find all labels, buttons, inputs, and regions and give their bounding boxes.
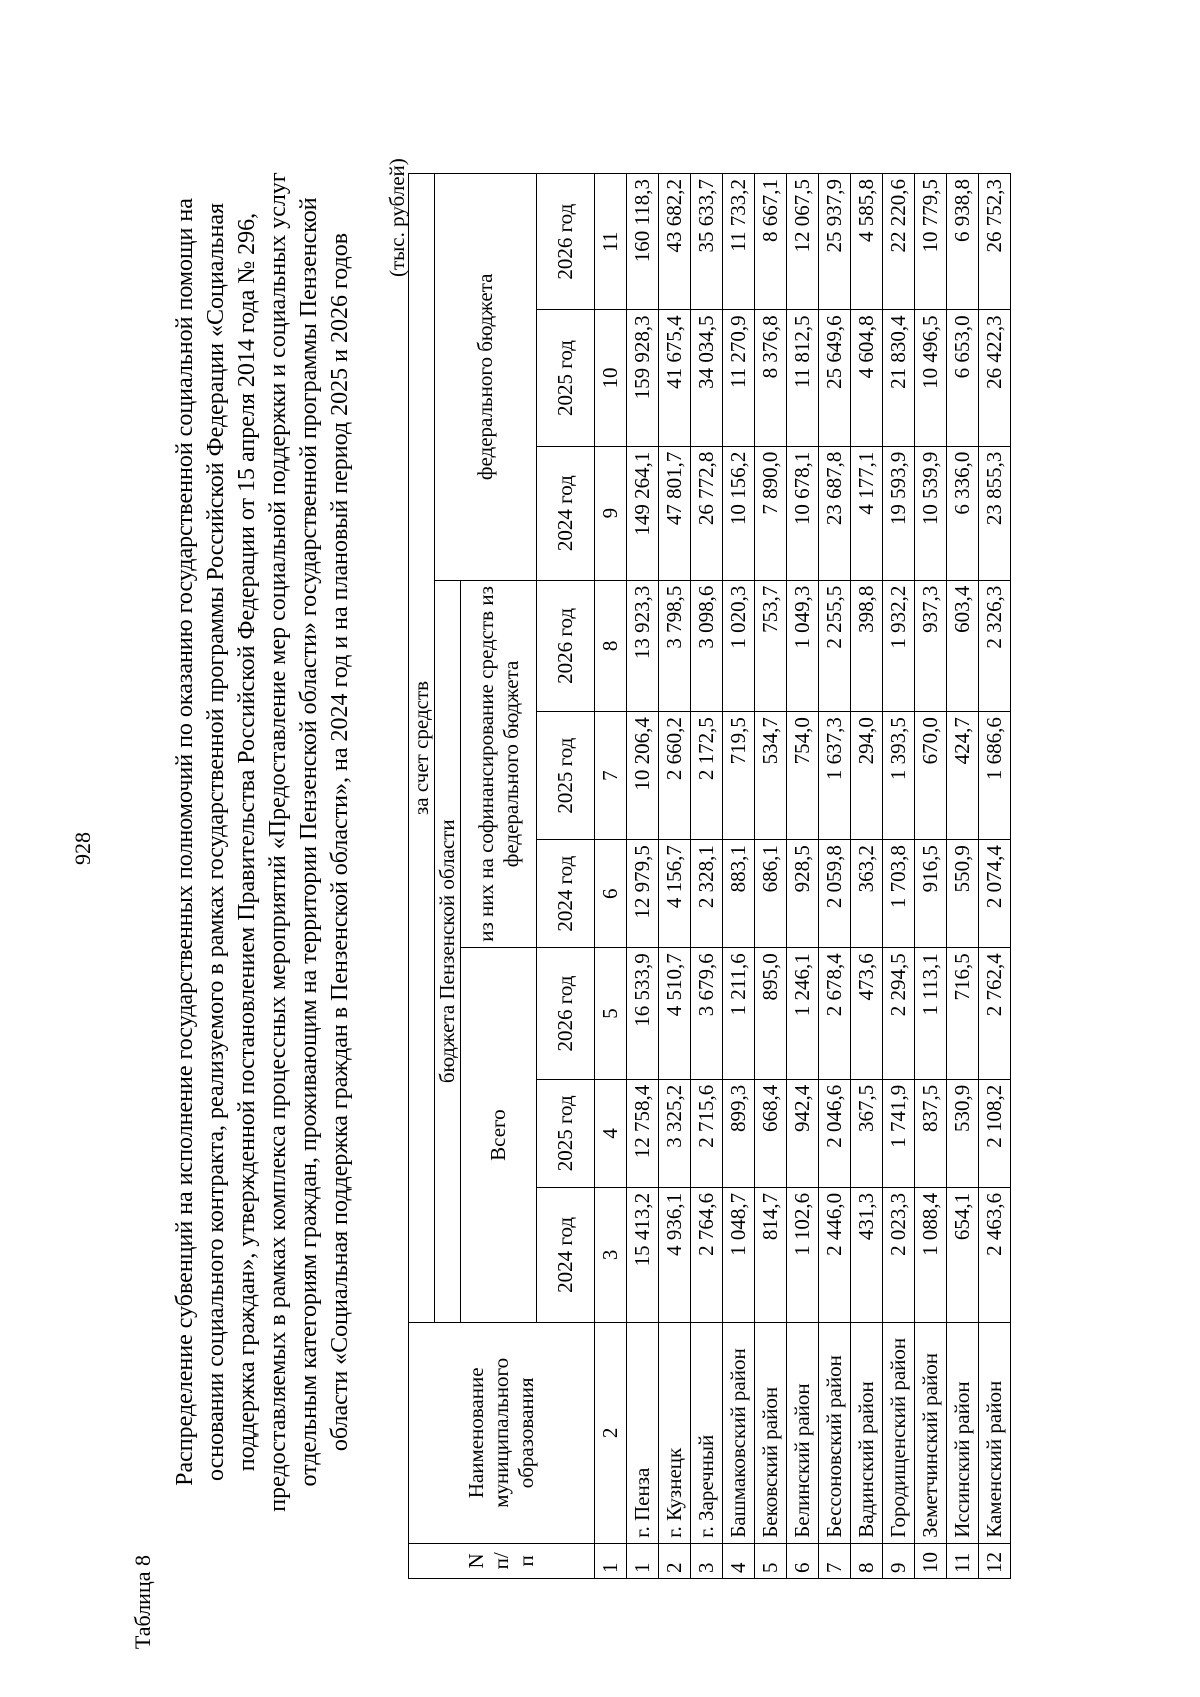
row-number: 12	[979, 1543, 1011, 1578]
amount-cell: 1 102,6	[787, 1187, 819, 1322]
amount-cell: 159 928,3	[627, 310, 659, 446]
amount-cell: 1 049,3	[787, 580, 819, 712]
amount-cell: 10 496,5	[915, 310, 947, 446]
amount-cell: 895,0	[755, 948, 787, 1080]
amount-cell: 2 059,8	[819, 840, 851, 948]
table-row	[947, 174, 979, 1579]
header-regional: бюджета Пензенской области	[435, 580, 461, 1322]
row-number: 11	[947, 1543, 979, 1578]
amount-cell: 13 923,3	[627, 580, 659, 712]
column-number: 2	[595, 1322, 627, 1543]
row-number: 6	[787, 1543, 819, 1578]
amount-cell: 937,3	[915, 580, 947, 712]
amount-cell: 2 172,5	[691, 712, 723, 840]
column-number: 3	[595, 1187, 627, 1322]
municipality-name: Земетчинский район	[915, 1322, 947, 1543]
municipality-name: Башмаковский район	[723, 1322, 755, 1543]
table-title: Распределение субвенций на исполнение государственных полномочий по оказанию государственной социальной помощи на основании социального контракта, реализуемого в рамках государственной программы Российской Федерации «Социальная поддержка граждан», утвержденной постановлением Правительства Российской Федерации от 15 апреля 2014 года № 296, предоставляемых в рамках комплекса процессных мероприятий «Предоставление мер социальной поддержки и социальных услуг отдельным категориям граждан, проживающим на территории Пензенской области» государственной программы Пензенской области «Социальная поддержка граждан в Пензенской области», на 2024 год и на плановый период 2025 и 2026 годов	[172, 172, 353, 1512]
amount-cell: 363,2	[851, 840, 883, 948]
column-number: 6	[595, 840, 627, 948]
amount-cell: 928,5	[787, 840, 819, 948]
amount-cell: 534,7	[755, 712, 787, 840]
column-number: 9	[595, 446, 627, 580]
amount-cell: 668,4	[755, 1079, 787, 1187]
amount-cell: 6 336,0	[947, 446, 979, 580]
amount-cell: 15 413,2	[627, 1187, 659, 1322]
amount-cell: 6 938,8	[947, 174, 979, 310]
amount-cell: 2 023,3	[883, 1187, 915, 1322]
amount-cell: 1 113,1	[915, 948, 947, 1080]
amount-cell: 3 098,6	[691, 580, 723, 712]
table-label: Таблица 8	[130, 1555, 155, 1650]
amount-cell: 2 328,1	[691, 840, 723, 948]
amount-cell: 1 211,6	[723, 948, 755, 1080]
amount-cell: 473,6	[851, 948, 883, 1080]
amount-cell: 753,7	[755, 580, 787, 712]
column-number: 4	[595, 1079, 627, 1187]
row-number: 4	[723, 1543, 755, 1578]
header-num: N п/ п	[409, 1543, 595, 1578]
amount-cell: 2 715,6	[691, 1079, 723, 1187]
amount-cell: 2 764,6	[691, 1187, 723, 1322]
amount-cell: 4 585,8	[851, 174, 883, 310]
amount-cell: 837,5	[915, 1079, 947, 1187]
header-cofin: из них на софинансирование средств из федерального бюджета	[461, 580, 537, 948]
row-number: 9	[883, 1543, 915, 1578]
municipality-name: Белинский район	[787, 1322, 819, 1543]
header-year: 2024 год	[537, 446, 595, 580]
table-row	[755, 174, 787, 1579]
amount-cell: 23 687,8	[819, 446, 851, 580]
amount-cell: 7 890,0	[755, 446, 787, 580]
amount-cell: 294,0	[851, 712, 883, 840]
amount-cell: 4 936,1	[659, 1187, 691, 1322]
row-number: 2	[659, 1543, 691, 1578]
table-row	[691, 174, 723, 1579]
amount-cell: 686,1	[755, 840, 787, 948]
amount-cell: 26 422,3	[979, 310, 1011, 446]
amount-cell: 2 678,4	[819, 948, 851, 1080]
amount-cell: 23 855,3	[979, 446, 1011, 580]
header-year: 2025 год	[537, 712, 595, 840]
header-total: Всего	[461, 948, 537, 1323]
amount-cell: 670,0	[915, 712, 947, 840]
header-funds: за счет средств	[409, 174, 435, 1323]
amount-cell: 10 156,2	[723, 446, 755, 580]
header-year: 2025 год	[537, 1079, 595, 1187]
table-row	[883, 174, 915, 1579]
amount-cell: 47 801,7	[659, 446, 691, 580]
amount-cell: 4 177,1	[851, 446, 883, 580]
amount-cell: 1 048,7	[723, 1187, 755, 1322]
column-number: 8	[595, 580, 627, 712]
amount-cell: 754,0	[787, 712, 819, 840]
amount-cell: 2 046,6	[819, 1079, 851, 1187]
amount-cell: 34 034,5	[691, 310, 723, 446]
amount-cell: 1 246,1	[787, 948, 819, 1080]
amount-cell: 11 812,5	[787, 310, 819, 446]
amount-cell: 11 270,9	[723, 310, 755, 446]
municipality-name: Вадинский район	[851, 1322, 883, 1543]
municipality-name: Бессоновский район	[819, 1322, 851, 1543]
amount-cell: 43 682,2	[659, 174, 691, 310]
amount-cell: 10 539,9	[915, 446, 947, 580]
header-federal: федерального бюджета	[435, 174, 537, 581]
header-year: 2026 год	[537, 948, 595, 1080]
amount-cell: 12 067,5	[787, 174, 819, 310]
unit-label: (тыс. рублей)	[385, 158, 409, 277]
amount-cell: 654,1	[947, 1187, 979, 1322]
amount-cell: 25 649,6	[819, 310, 851, 446]
amount-cell: 26 772,8	[691, 446, 723, 580]
row-number: 8	[851, 1543, 883, 1578]
amount-cell: 22 220,6	[883, 174, 915, 310]
amount-cell: 8 667,1	[755, 174, 787, 310]
amount-cell: 2 463,6	[979, 1187, 1011, 1322]
amount-cell: 899,3	[723, 1079, 755, 1187]
column-number: 1	[595, 1543, 627, 1578]
table-row	[979, 174, 1011, 1579]
amount-cell: 41 675,4	[659, 310, 691, 446]
amount-cell: 3 325,2	[659, 1079, 691, 1187]
amount-cell: 1 703,8	[883, 840, 915, 948]
municipality-name: г. Кузнецк	[659, 1322, 691, 1543]
municipality-name: Каменский район	[979, 1322, 1011, 1543]
amount-cell: 2 446,0	[819, 1187, 851, 1322]
amount-cell: 603,4	[947, 580, 979, 712]
row-number: 7	[819, 1543, 851, 1578]
table-row	[627, 174, 659, 1579]
amount-cell: 2 074,4	[979, 840, 1011, 948]
amount-cell: 367,5	[851, 1079, 883, 1187]
table-row	[659, 174, 691, 1579]
row-number: 1	[627, 1543, 659, 1578]
header-year: 2024 год	[537, 1187, 595, 1322]
amount-cell: 2 294,5	[883, 948, 915, 1080]
table-row	[851, 174, 883, 1579]
municipality-name: Иссинский район	[947, 1322, 979, 1543]
header-name: Наименование муниципального образования	[409, 1322, 595, 1543]
amount-cell: 16 533,9	[627, 948, 659, 1080]
column-number: 7	[595, 712, 627, 840]
column-number: 11	[595, 174, 627, 310]
amount-cell: 10 206,4	[627, 712, 659, 840]
amount-cell: 1 637,3	[819, 712, 851, 840]
amount-cell: 431,3	[851, 1187, 883, 1322]
header-year: 2024 год	[537, 840, 595, 948]
amount-cell: 550,9	[947, 840, 979, 948]
amount-cell: 11 733,2	[723, 174, 755, 310]
amount-cell: 398,8	[851, 580, 883, 712]
subsidy-table	[408, 173, 1011, 1579]
header-year: 2025 год	[537, 310, 595, 446]
amount-cell: 149 264,1	[627, 446, 659, 580]
table-body	[595, 174, 1011, 1579]
amount-cell: 6 653,0	[947, 310, 979, 446]
row-number: 3	[691, 1543, 723, 1578]
amount-cell: 10 678,1	[787, 446, 819, 580]
amount-cell: 25 937,9	[819, 174, 851, 310]
amount-cell: 1 741,9	[883, 1079, 915, 1187]
amount-cell: 530,9	[947, 1079, 979, 1187]
amount-cell: 12 979,5	[627, 840, 659, 948]
amount-cell: 3 798,5	[659, 580, 691, 712]
row-number: 10	[915, 1543, 947, 1578]
amount-cell: 2 255,5	[819, 580, 851, 712]
table-row	[819, 174, 851, 1579]
column-number-row	[595, 174, 627, 1579]
amount-cell: 1 686,6	[979, 712, 1011, 840]
amount-cell: 716,5	[947, 948, 979, 1080]
column-number: 5	[595, 948, 627, 1080]
header-year: 2026 год	[537, 580, 595, 712]
table-row	[723, 174, 755, 1579]
page-number: 928	[70, 832, 95, 865]
amount-cell: 2 660,2	[659, 712, 691, 840]
municipality-name: Городищенский район	[883, 1322, 915, 1543]
amount-cell: 719,5	[723, 712, 755, 840]
amount-cell: 160 118,3	[627, 174, 659, 310]
amount-cell: 942,4	[787, 1079, 819, 1187]
amount-cell: 35 633,7	[691, 174, 723, 310]
amount-cell: 1 932,2	[883, 580, 915, 712]
municipality-name: г. Заречный	[691, 1322, 723, 1543]
amount-cell: 21 830,4	[883, 310, 915, 446]
amount-cell: 1 020,3	[723, 580, 755, 712]
amount-cell: 4 510,7	[659, 948, 691, 1080]
amount-cell: 3 679,6	[691, 948, 723, 1080]
municipality-name: г. Пенза	[627, 1322, 659, 1543]
row-number: 5	[755, 1543, 787, 1578]
amount-cell: 4 604,8	[851, 310, 883, 446]
header-year: 2026 год	[537, 174, 595, 310]
amount-cell: 10 779,5	[915, 174, 947, 310]
amount-cell: 4 156,7	[659, 840, 691, 948]
amount-cell: 19 593,9	[883, 446, 915, 580]
amount-cell: 2 762,4	[979, 948, 1011, 1080]
amount-cell: 2 108,2	[979, 1079, 1011, 1187]
amount-cell: 883,1	[723, 840, 755, 948]
column-number: 10	[595, 310, 627, 446]
amount-cell: 916,5	[915, 840, 947, 948]
amount-cell: 1 393,5	[883, 712, 915, 840]
amount-cell: 424,7	[947, 712, 979, 840]
amount-cell: 26 752,3	[979, 174, 1011, 310]
table-row	[915, 174, 947, 1579]
amount-cell: 12 758,4	[627, 1079, 659, 1187]
amount-cell: 2 326,3	[979, 580, 1011, 712]
table-row	[787, 174, 819, 1579]
amount-cell: 814,7	[755, 1187, 787, 1322]
municipality-name: Бековский район	[755, 1322, 787, 1543]
amount-cell: 1 088,4	[915, 1187, 947, 1322]
amount-cell: 8 376,8	[755, 310, 787, 446]
